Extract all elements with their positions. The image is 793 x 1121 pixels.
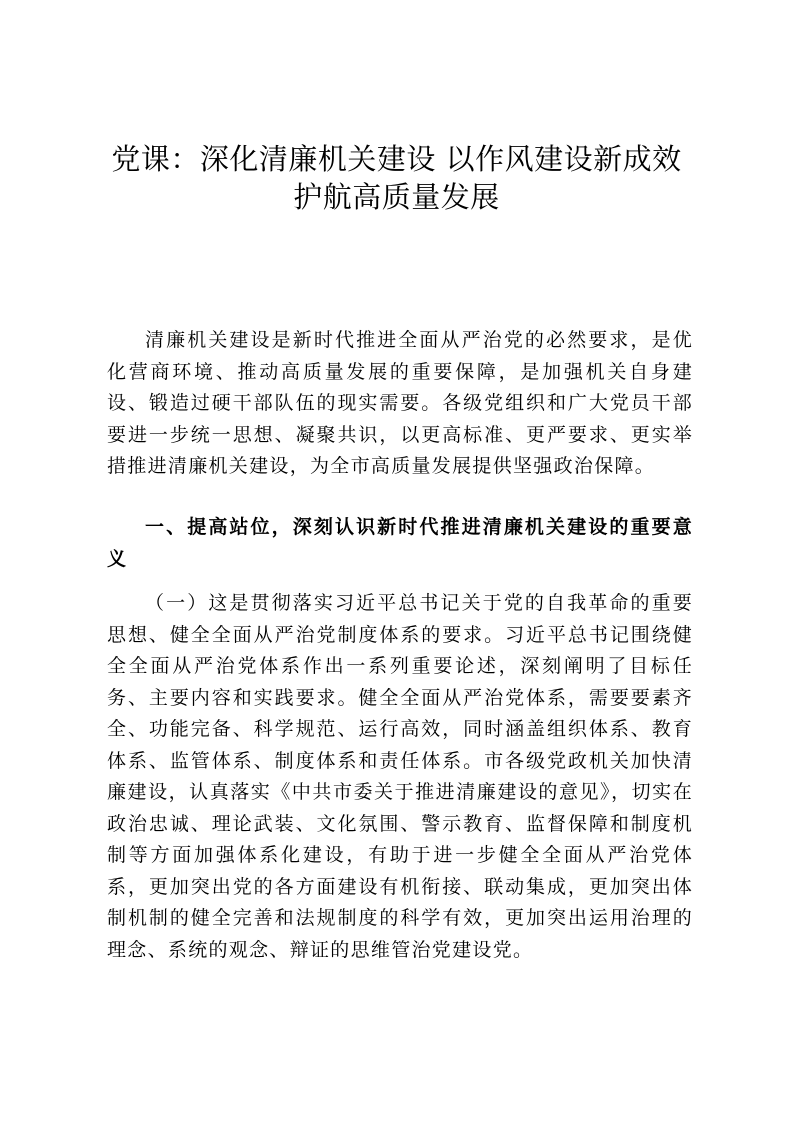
section-1-paragraph-1: （一）这是贯彻落实习近平总书记关于党的自我革命的重要思想、健全全面从严治党制度体系的要求。习近平总书记围绕健全全面从严治党体系作出一系列重要论述，深刻阐明了目标任务、主要内容和实践要求。健全全面从严治党体系，需要要素齐全、功能完备、科学规范、运行高效，同时涵盖组织体系、教育体系、监管体系、制度体系和责任体系。市各级党政机关加快清廉建设，认真落实《中共市委关于推进清廉建设的意见》，切实在政治忠诚、理论武装、文化氛围、警示教育、监督保障和制度机制等方面加强体系化建设，有助于进一步健全全面从严治党体系，更加突出党的各方面建设有机衔接、联动集成，更加突出体制机制的健全完善和法规制度的科学有效，更加突出运用治理的理念、系统的观念、辩证的思维管治党建设党。: [107, 592, 693, 961]
title-line-1: 党课：深化清廉机关建设 以作风建设新成效: [111, 142, 682, 176]
document-title: [60, 140, 733, 216]
section-heading-1: 一、提高站位，深刻认识新时代推进清廉机关建设的重要意义: [107, 516, 693, 570]
intro-paragraph: 清廉机关建设是新时代推进全面从严治党的必然要求，是优化营商环境、推动高质量发展的重要保障，是加强机关自身建设、锻造过硬干部队伍的现实需要。各级党组织和广大党员干部要进一步统一思想、凝聚共识，以更高标准、更严要求、更实举措推进清廉机关建设，为全市高质量发展提供坚强政治保障。: [107, 329, 693, 477]
title-line-2: 护航高质量发展: [293, 180, 500, 214]
